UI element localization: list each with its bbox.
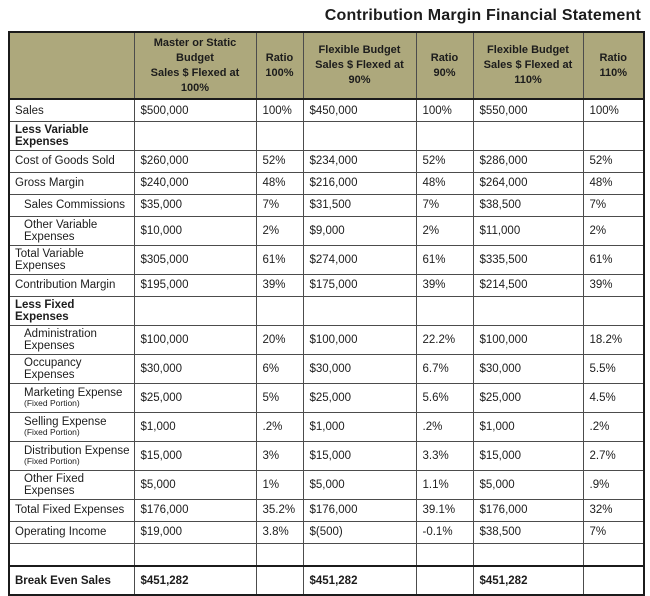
amount-cell: $5,000	[303, 470, 416, 499]
ratio-cell: .2%	[583, 412, 644, 441]
table-row	[9, 499, 644, 521]
amount-cell	[134, 121, 256, 150]
row-label	[9, 441, 134, 470]
row-label-text: Distribution Expense	[24, 445, 130, 458]
ratio-cell: 18.2%	[583, 325, 644, 354]
amount-cell: $451,282	[134, 566, 256, 595]
ratio-cell	[256, 296, 303, 325]
ratio-cell: 3.3%	[416, 441, 473, 470]
ratio-cell: 2%	[416, 216, 473, 245]
ratio-cell: 2.7%	[583, 441, 644, 470]
ratio-cell: 32%	[583, 499, 644, 521]
ratio-cell: 100%	[583, 99, 644, 121]
row-label-text: Other Variable Expenses	[24, 218, 98, 243]
amount-cell: $216,000	[303, 172, 416, 194]
table-row	[9, 274, 644, 296]
amount-cell: $176,000	[303, 499, 416, 521]
ratio-cell: 39.1%	[416, 499, 473, 521]
ratio-cell: 35.2%	[256, 499, 303, 521]
amount-cell: $25,000	[134, 383, 256, 412]
table-row	[9, 354, 644, 383]
ratio-cell: -0.1%	[416, 521, 473, 543]
amount-cell: $214,500	[473, 274, 583, 296]
amount-cell: $240,000	[134, 172, 256, 194]
amount-cell: $1,000	[473, 412, 583, 441]
row-label	[9, 121, 134, 150]
amount-cell: $195,000	[134, 274, 256, 296]
table-row	[9, 470, 644, 499]
amount-cell: $15,000	[473, 441, 583, 470]
table-row	[9, 245, 644, 274]
row-label	[9, 543, 134, 566]
ratio-cell	[583, 566, 644, 595]
amount-cell	[473, 296, 583, 325]
amount-cell: $234,000	[303, 150, 416, 172]
amount-cell	[303, 296, 416, 325]
table-row	[9, 412, 644, 441]
ratio-cell: 39%	[583, 274, 644, 296]
ratio-cell	[583, 121, 644, 150]
amount-cell: $30,000	[303, 354, 416, 383]
row-label-text: Less Variable Expenses	[15, 123, 89, 148]
ratio-cell: 2%	[583, 216, 644, 245]
row-label	[9, 354, 134, 383]
amount-cell	[303, 121, 416, 150]
amount-cell: $25,000	[303, 383, 416, 412]
ratio-cell: 48%	[583, 172, 644, 194]
amount-cell: $100,000	[473, 325, 583, 354]
ratio-cell: 61%	[256, 245, 303, 274]
row-label-text: Less Fixed Expenses	[15, 298, 75, 323]
amount-cell	[473, 121, 583, 150]
row-label-text: Total Variable Expenses	[15, 247, 84, 272]
ratio-cell: 2%	[256, 216, 303, 245]
amount-cell: $5,000	[473, 470, 583, 499]
table-row	[9, 325, 644, 354]
row-sublabel-text: (Fixed Portion)	[24, 456, 80, 467]
amount-cell: $451,282	[473, 566, 583, 595]
row-label-text: Marketing Expense	[24, 387, 123, 400]
ratio-cell: 6.7%	[416, 354, 473, 383]
row-label	[9, 412, 134, 441]
ratio-cell: 4.5%	[583, 383, 644, 412]
amount-cell: $274,000	[303, 245, 416, 274]
amount-cell: $9,000	[303, 216, 416, 245]
table-row	[9, 99, 644, 121]
row-label-text: Sales Commissions	[24, 199, 125, 212]
ratio-cell	[256, 121, 303, 150]
table-row	[9, 521, 644, 543]
financial-statement-table	[8, 31, 645, 596]
amount-cell: $100,000	[134, 325, 256, 354]
amount-cell: $15,000	[134, 441, 256, 470]
amount-cell: $550,000	[473, 99, 583, 121]
amount-cell: $5,000	[134, 470, 256, 499]
table-header	[9, 32, 644, 99]
row-label-text: Operating Income	[15, 526, 107, 539]
column-header-ratio-90: Ratio 90%	[416, 32, 473, 99]
row-label	[9, 296, 134, 325]
ratio-cell: 1%	[256, 470, 303, 499]
column-header-static-budget: Master or Static Budget Sales $ Flexed at 100%	[134, 32, 256, 99]
row-label-text: Gross Margin	[15, 177, 85, 190]
ratio-cell: 61%	[583, 245, 644, 274]
table-row	[9, 121, 644, 150]
amount-cell	[473, 543, 583, 566]
ratio-cell	[416, 296, 473, 325]
ratio-cell: 7%	[256, 194, 303, 216]
row-label	[9, 274, 134, 296]
ratio-cell	[583, 543, 644, 566]
ratio-cell: 61%	[416, 245, 473, 274]
ratio-cell: 39%	[256, 274, 303, 296]
amount-cell: $15,000	[303, 441, 416, 470]
row-label-text: Break Even Sales	[15, 574, 111, 587]
column-header-flexible-90: Flexible Budget Sales $ Flexed at 90%	[303, 32, 416, 99]
row-label-text: Administration Expenses	[24, 327, 97, 352]
table-row	[9, 216, 644, 245]
ratio-cell: 39%	[416, 274, 473, 296]
ratio-cell: 7%	[583, 194, 644, 216]
ratio-cell: .9%	[583, 470, 644, 499]
amount-cell: $1,000	[134, 412, 256, 441]
ratio-cell: 100%	[256, 99, 303, 121]
ratio-cell: 48%	[256, 172, 303, 194]
amount-cell: $260,000	[134, 150, 256, 172]
row-sublabel-text: (Fixed Portion)	[24, 427, 80, 438]
table-row	[9, 566, 644, 595]
row-label	[9, 566, 134, 595]
amount-cell: $305,000	[134, 245, 256, 274]
amount-cell	[134, 543, 256, 566]
ratio-cell: 1.1%	[416, 470, 473, 499]
ratio-cell	[256, 566, 303, 595]
amount-cell: $176,000	[134, 499, 256, 521]
amount-cell: $38,500	[473, 521, 583, 543]
amount-cell: $30,000	[473, 354, 583, 383]
row-label	[9, 383, 134, 412]
row-sublabel-text: (Fixed Portion)	[24, 398, 80, 409]
column-header-flexible-110: Flexible Budget Sales $ Flexed at 110%	[473, 32, 583, 99]
table-row	[9, 441, 644, 470]
table-row	[9, 194, 644, 216]
row-label	[9, 245, 134, 274]
amount-cell: $38,500	[473, 194, 583, 216]
ratio-cell: 3%	[256, 441, 303, 470]
row-label	[9, 172, 134, 194]
row-label-text: Contribution Margin	[15, 279, 116, 292]
ratio-cell	[416, 543, 473, 566]
row-label-text: Other Fixed Expenses	[24, 472, 85, 497]
page-title: Contribution Margin Financial Statement	[324, 7, 641, 24]
amount-cell	[303, 543, 416, 566]
row-label-text: Occupancy Expenses	[24, 356, 82, 381]
row-label	[9, 216, 134, 245]
row-label	[9, 99, 134, 121]
ratio-cell: 6%	[256, 354, 303, 383]
ratio-cell: 7%	[416, 194, 473, 216]
column-header-ratio-100: Ratio 100%	[256, 32, 303, 99]
amount-cell: $25,000	[473, 383, 583, 412]
ratio-cell: 48%	[416, 172, 473, 194]
ratio-cell: 7%	[583, 521, 644, 543]
amount-cell: $335,500	[473, 245, 583, 274]
amount-cell: $176,000	[473, 499, 583, 521]
ratio-cell	[583, 296, 644, 325]
table-row	[9, 543, 644, 566]
ratio-cell: 5%	[256, 383, 303, 412]
amount-cell: $1,000	[303, 412, 416, 441]
ratio-cell: 5.6%	[416, 383, 473, 412]
amount-cell: $31,500	[303, 194, 416, 216]
header-row	[9, 32, 644, 99]
row-label-text: Sales	[15, 104, 44, 117]
ratio-cell: .2%	[256, 412, 303, 441]
row-label-text: Cost of Goods Sold	[15, 155, 115, 168]
table-row	[9, 383, 644, 412]
amount-cell: $35,000	[134, 194, 256, 216]
table-row	[9, 150, 644, 172]
amount-cell: $30,000	[134, 354, 256, 383]
row-label	[9, 325, 134, 354]
table-row	[9, 172, 644, 194]
row-label	[9, 470, 134, 499]
row-label	[9, 150, 134, 172]
column-header-rowlabels	[9, 32, 134, 99]
amount-cell: $10,000	[134, 216, 256, 245]
table-row	[9, 296, 644, 325]
column-header-ratio-110: Ratio 110%	[583, 32, 644, 99]
amount-cell: $(500)	[303, 521, 416, 543]
ratio-cell	[416, 121, 473, 150]
amount-cell: $100,000	[303, 325, 416, 354]
amount-cell: $175,000	[303, 274, 416, 296]
ratio-cell: 100%	[416, 99, 473, 121]
ratio-cell: 52%	[416, 150, 473, 172]
ratio-cell	[416, 566, 473, 595]
ratio-cell: 3.8%	[256, 521, 303, 543]
ratio-cell: 22.2%	[416, 325, 473, 354]
table-body	[9, 99, 644, 595]
row-label	[9, 499, 134, 521]
row-label-text: Selling Expense	[24, 416, 107, 429]
ratio-cell: 52%	[256, 150, 303, 172]
ratio-cell: 5.5%	[583, 354, 644, 383]
amount-cell: $11,000	[473, 216, 583, 245]
ratio-cell	[256, 543, 303, 566]
ratio-cell: 52%	[583, 150, 644, 172]
amount-cell: $264,000	[473, 172, 583, 194]
amount-cell: $451,282	[303, 566, 416, 595]
row-label	[9, 521, 134, 543]
ratio-cell: .2%	[416, 412, 473, 441]
amount-cell: $500,000	[134, 99, 256, 121]
amount-cell: $286,000	[473, 150, 583, 172]
amount-cell: $450,000	[303, 99, 416, 121]
row-label	[9, 194, 134, 216]
row-label-text: Total Fixed Expenses	[15, 504, 125, 517]
amount-cell: $19,000	[134, 521, 256, 543]
ratio-cell: 20%	[256, 325, 303, 354]
amount-cell	[134, 296, 256, 325]
